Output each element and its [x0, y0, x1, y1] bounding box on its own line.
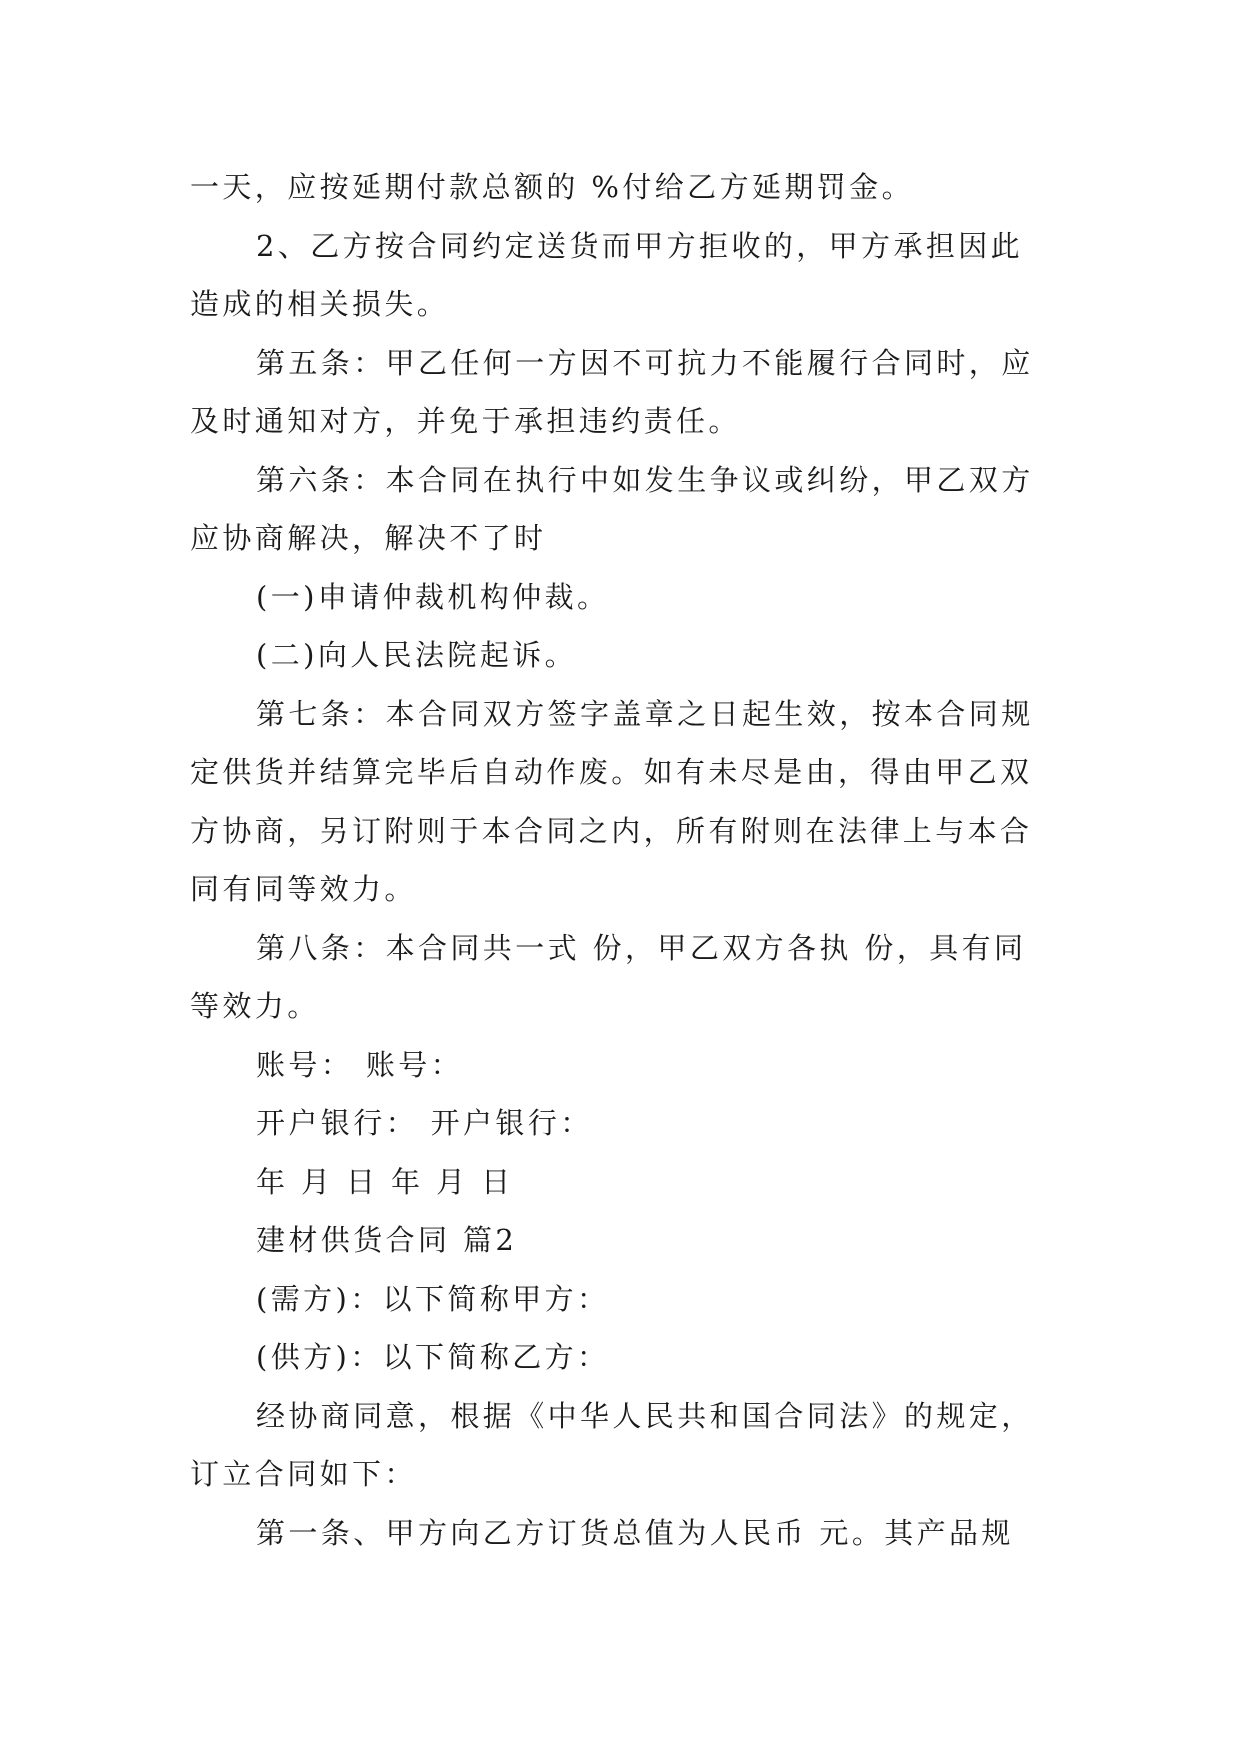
- text-line: 2、乙方按合同约定送货而甲方拒收的，甲方承担因此: [256, 228, 1024, 263]
- contract-text: [190, 158, 1050, 1562]
- text-line: (二)向人民法院起诉。: [256, 638, 578, 672]
- text-line: 定供货并结算完毕后自动作废。如有未尽是由，得由甲乙双: [190, 755, 1033, 789]
- text-line: 第七条：本合同双方签字盖章之日起生效，按本合同规: [256, 696, 1034, 731]
- text-line: (一)申请仲裁机构仲裁。: [256, 579, 610, 614]
- text-line: 第五条：甲乙任何一方因不可抗力不能履行合同时，应: [256, 345, 1034, 380]
- text-line: (供方)：以下简称乙方：: [256, 1340, 610, 1374]
- text-line: 经协商同意，根据《中华人民共和国合同法》的规定，: [256, 1398, 1034, 1433]
- text-line: (需方)：以下简称甲方：: [256, 1281, 610, 1316]
- text-line: 账号： 账号：: [256, 1047, 464, 1082]
- text-line: 应协商解决，解决不了时: [190, 521, 547, 555]
- text-line: 订立合同如下：: [190, 1457, 417, 1491]
- text-line: 造成的相关损失。: [190, 287, 450, 321]
- text-line: 第八条：本合同共一式 份，甲乙双方各执 份，具有同: [256, 930, 1027, 965]
- section-heading: 建材供货合同 篇2: [256, 1223, 518, 1257]
- text-line: 开户银行： 开户银行：: [256, 1106, 593, 1140]
- text-line: 等效力。: [190, 989, 320, 1023]
- text-line: 第六条：本合同在执行中如发生争议或纠纷，甲乙双方: [256, 462, 1034, 497]
- text-line: 第一条、甲方向乙方订货总值为人民币 元。其产品规: [256, 1515, 1014, 1550]
- text-line: 一天，应按延期付款总额的 %付给乙方延期罚金。: [190, 170, 914, 204]
- text-line: 方协商，另订附则于本合同之内，所有附则在法律上与本合: [190, 813, 1033, 848]
- text-line: 年 月 日 年 月 日: [256, 1164, 514, 1199]
- text-line: 同有同等效力。: [190, 872, 417, 906]
- text-line: 及时通知对方，并免于承担违约责任。: [190, 404, 741, 438]
